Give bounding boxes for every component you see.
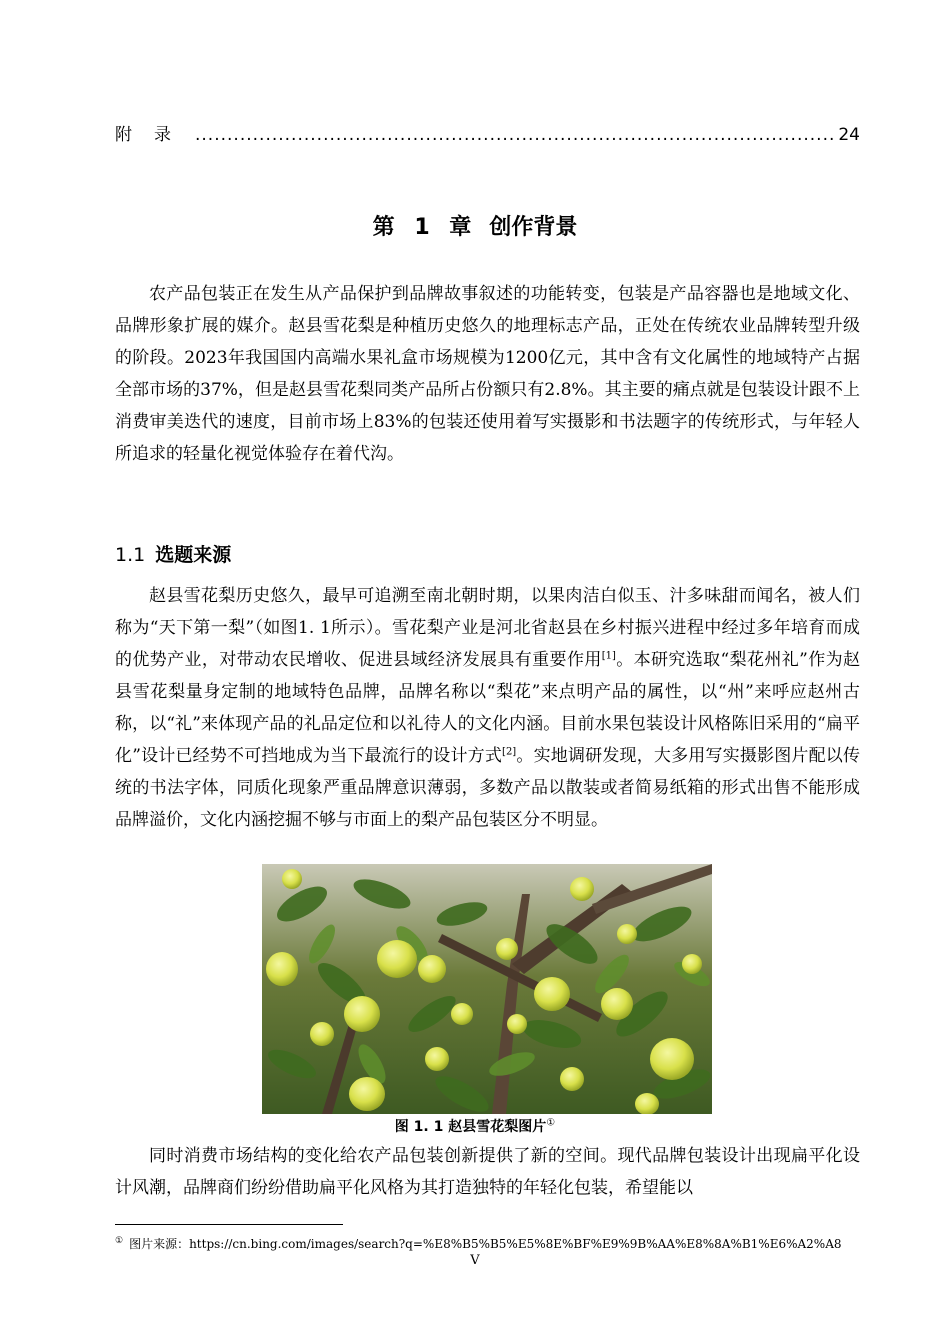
- section-heading: [115, 540, 231, 567]
- figure-footnote-mark[interactable]: ①: [546, 1117, 556, 1129]
- chapter-number: 第 1 章: [372, 215, 478, 240]
- section-paragraph-part1: 赵县雪花梨历史悠久，最早可追溯至南北朝时期，以果肉洁白似玉、汁多味甜而闻名，被人们称为“天下第一梨”（如图1. 1所示）。雪花梨产业是河北省赵县在乡村振兴进程中经过多年培育而成的优势产业，对带动农民增收、促进县域经济发展具有重要作用: [115, 586, 860, 670]
- section-paragraph-part3: 。实地调研发现，大多用写实摄影图片配以传统的书法字体，同质化现象严重品牌意识薄弱，多数产品以散装或者简易纸箱的形式出售不能形成品牌溢价，文化内涵挖掘不够与市面上的梨产品包装区分不明显。: [115, 746, 860, 830]
- toc-entry-appendix[interactable]: [115, 120, 860, 146]
- intro-paragraph: 农产品包装正在发生从产品保护到品牌故事叙述的功能转变，包装是产品容器也是地域文化、品牌形象扩展的媒介。赵县雪花梨是种植历史悠久的地理标志产品，正处在传统农业品牌转型升级的阶段。2023年我国国内高端水果礼盒市场规模为1200亿元，其中含有文化属性的地域特产占据全部市场的37%，但是赵县雪花梨同类产品所占份额只有2.8%。其主要的痛点就是包装设计跟不上消费审美迭代的速度，目前市场上83%的包装还使用着写实摄影和书法题字的传统形式，与年轻人所追求的轻量化视觉体验存在着代沟。: [115, 284, 860, 464]
- footnote: [115, 1236, 875, 1252]
- citation-ref-1[interactable]: [1]: [601, 650, 616, 662]
- chapter-title: 创作背景: [489, 215, 578, 240]
- citation-ref-2[interactable]: [2]: [502, 746, 517, 758]
- closing-paragraph: 同时消费市场结构的变化给农产品包装创新提供了新的空间。现代品牌包装设计出现扁平化设计风潮，品牌商们纷纷借助扁平化风格为其打造独特的年轻化包装，希望能以: [115, 1146, 860, 1198]
- pear-orchard-illustration: [262, 864, 712, 1114]
- section-number: 1.1: [115, 544, 146, 566]
- toc-label: 附录: [115, 125, 193, 145]
- section-paragraph: [115, 580, 860, 836]
- figure-caption-text: 图 1. 1 赵县雪花梨图片: [394, 1119, 547, 1135]
- toc-leader-dots: [195, 125, 836, 145]
- page-number: V: [470, 1253, 480, 1268]
- chapter-heading: [0, 210, 950, 241]
- section-paragraph-part2: 。本研究选取“梨花州礼”作为赵县雪花梨量身定制的地域特色品牌，品牌名称以“梨花”来点明产品的属性，以“州”来呼应赵州古称，以“礼”来体现产品的礼品定位和以礼待人的文化内涵。目前水果包装设计风格陈旧采用的“扁平化”设计已经势不可挡地成为当下最流行的设计方式: [115, 650, 860, 766]
- toc-page-number: 24: [838, 125, 860, 145]
- footnote-text[interactable]: 图片来源：https://cn.bing.com/images/search?q=%E8%B5%B5%E5%8E%BF%E9%9B%AA%E8%8A%B1%E6%A2%A8: [129, 1237, 842, 1251]
- figure-caption: [0, 1116, 950, 1136]
- footnote-mark: ①: [115, 1236, 124, 1246]
- section-title: 选题来源: [155, 544, 232, 566]
- footnote-separator: [115, 1224, 343, 1225]
- pear-orchard-image: [262, 864, 712, 1114]
